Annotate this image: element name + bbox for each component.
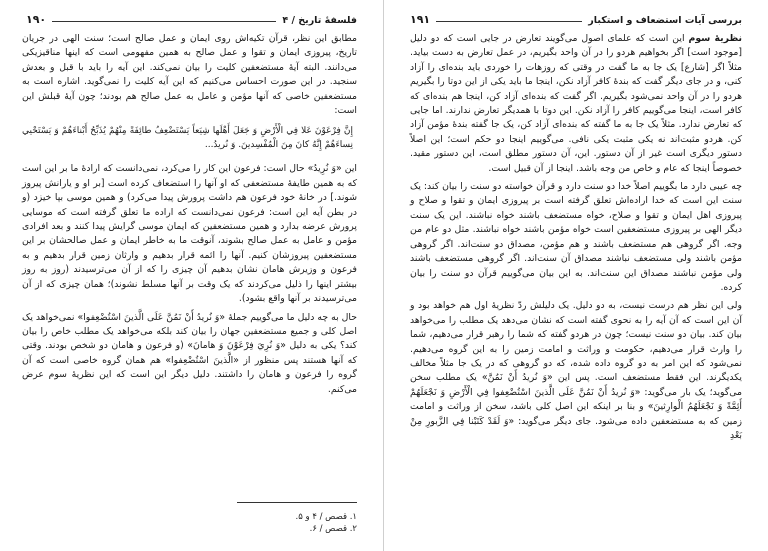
left-paragraph-1: مطابق این نظر، قرآن تکیه‌اش روی ایمان و عمل صالح است؛ سنت الهی در جریان تاریخ، پیروزی ایمان و تقوا و عمل صالح به همین مفهومی است که اینها مناقیزیکی می‌دانند. البته آیهٔ مستضعفین کلیت را بیان نمی‌کند. این آیه را باید با قبل و بعدش سنجید. در این صورت احساس می‌کنیم که این آیه کلیت را نمی‌گوید. اشاره است به مستضعفین خاصی که آنها مؤمن و عامل به عمل صالح هم بودند؛ چون آیهٔ قبلش این است: [22, 33, 357, 117]
right-header-title: بررسی آیات استضعاف و استکبار [588, 15, 742, 26]
left-paragraph-2: این «وَ نُرِيدُ» حال است: فرعون این کار را می‌کرد، نمی‌دانست که ارادهٔ ما بر این است که به همین طایفهٔ مستضعفی که او آنها را استضعاف کرده است [بر او و یارانش پیروز شوند.] در خانهٔ خود فرعون هم داشت پرورش پیدا می‌کرد) و همین موسی بپا خیزد (و در بطن آیه این است: فرعون نمی‌دانست که اراده ما تعلق گرفته است که موسایی پرورش عرضه بدارد و همین مستضعفین که ایمان موسی گرایش پیدا کنند و بعد افرادی مؤمن و عامل به عمل صالح بشوند، آنوقت ما به خاطر ایمان و عمل صالحشان بر این مستضعفین پیروزشان کنیم. آنها را ائمه قرار بدهیم و وارثان زمین قرار بدهیم و به فرعون و وزیرش هامان نشان بدهیم آن چیزی را که از آن می‌ترسیدند (روز به روز بیشتر اینها را ذلیل می‌کردند که یک وقت بر آنها مسلط نشوند)؛ همان چیزی که از آن می‌ترسیدند بر آنها واقع بشود). [22, 163, 357, 305]
right-paragraph-1 [410, 32, 742, 176]
right-page-body [410, 32, 742, 447]
footnote-rule [237, 502, 357, 503]
section-lead-bold: نظریهٔ سوم [688, 33, 742, 44]
left-page [0, 0, 383, 551]
left-page-header [26, 12, 357, 26]
left-paragraph-3: حال به چه دلیل ما می‌گوییم جملهٔ «وَ نُريدُ أَنْ نَمُنَّ عَلَى الَّذينَ اسْتُضْعِفوا» نمی‌خواهد یک اصل کلی و جمیع مستضعفین جهان را بیان کند بلکه می‌خواهد یک مطلب خاص را بیان کند؟ یکی به دلیل «وَ نُرِيَ فِرْعَوْنَ وَ هامانَ» (و فرعون و هامان دو شخص بودند. وقتی که آنها هستند پس منظور از «الَّذينَ اسْتُضْعِفوا» هم همان گروه خاصی است که آن گروه را فرعون و هامان را داشتند. دلیل دیگر این است که این نظریهٔ سوم عرض می‌کنم. [22, 311, 357, 395]
right-paragraph-2: چه عیبی دارد ما بگوییم اصلاً خدا دو سنت دارد و قرآن خواسته دو سنت را بیان کند: یک سنت این است که خدا اراده‌اش تعلق گرفته است بر پیروزی ایمان و تقوا و صلاح و پیروزی اهل ایمان و تقوا و صلاح، خواه مستضعف باشند خواه نباشند. این یک سنت دیگر الهی بر پیروزی مستضعفین است خواه مؤمن باشند خواه نباشند. مثل دو عام من وجه. اگر گروهی هم مستضعف باشند و هم مؤمن، مصداق دو سنت‌اند. اگر گروهی مؤمن باشند ولی مستضعف نباشند مصداق آن سنت‌اند. اگر گروهی مستضعف باشند ولی مؤمن نباشند مصداق این سنت‌اند. به این بیان می‌گوییم قرآن دو سنت را بیان کرده. [410, 181, 742, 293]
footnote-1: ۱. قصص / ۴ و ۵. [295, 512, 357, 522]
footnotes [26, 511, 357, 535]
right-paragraph-1-text: این است که علمای اصول می‌گویند تعارض در جایی است که دو دلیل [موجود است] اگر بخواهیم هردو را در آن واحد بگیریم، در عمل تعارض به دست بیاید. مثلاً اگر [شارع] یک جا به ما گفت در وقتی که روزهات را خوردی باید بنده‌ای را آزاد کنی، و در جای دیگر گفت که بندهٔ کافر آزاد نکن، اینجا ما باید یکی از این دوتا را بگیریم هردو را در آن واحد نمی‌شود بگیریم. اگر گفت که بنده‌ای آزاد کن، اینجا هم بنده‌ای که کافر است، اینجا می‌گوییم کافر را آزاد نکن. این دوتا با همدیگر تعارض ندارند. اما جایی که تعارض ندارد. مثلاً یک جا به ما گفته که بنده‌ای آزاد کن، یک جا گفته بندهٔ مؤمن آزاد کن. هردو مثبت‌اند نه یکی مثبت یکی نافی. می‌گوییم اینجا دو حکم است؛ این اصلاً دستور دیگری است غیر از آن دستور. این، آن دستور مطلق است، این دستور مقید. خصوصاً اینجا که عام و خاص من وجه باشد. اینجا از آن قبیل است. [410, 33, 742, 174]
left-header-title: فلسفهٔ تاریخ / ۴ [282, 15, 357, 26]
footnote-2: ۲. قصص / ۶. [309, 524, 357, 534]
left-arabic-quote: إِنَّ فِرْعَوْنَ عَلا فِي الْأَرْضِ وَ جَعَلَ أَهْلَها شِيَعاً يَسْتَضْعِفُ طائِفَةً مِنْهُمْ يُذَبِّحُ أَبْناءَهُمْ وَ يَسْتَحْيي نِساءَهُمْ إِنَّهُ كانَ مِنَ الْمُفْسِدينَ. وَ نُريدُ... [22, 126, 353, 151]
right-page [384, 0, 768, 551]
right-page-header [410, 12, 742, 26]
right-header-rule [436, 21, 582, 22]
right-paragraph-3: ولی این نظر هم درست نیست، به دو دلیل. یک دلیلش ردّ نظریهٔ اول هم خواهد بود و آن این است که آن آیه را به نحوی گفته است که نشان می‌دهد یک مطلب را می‌خواهد بیان کند. بیان دو سنت نیست؛ چون در هردو گفته که شما را رهبر قرار می‌دهیم، شما را وارث قرار می‌دهیم، حکومت و وراثت و امامت زمین را به این گروه می‌دهیم. نمی‌شود که این امر به دو گروه داده شده، که دو گروهی که در یک جا مثلاً مخالف یکدیگرند. این فقط مستضعف است. پس این «وَ نُريدُ أَنْ نَمُنَّ» یک مطلب سخن می‌گوید؛ یک بار می‌گوید: «وَ نُريدُ أَنْ نَمُنَّ عَلَى الَّذينَ اسْتُضْعِفوا فِي الْأَرْضِ وَ نَجْعَلَهُمْ أَئِمَّةً وَ نَجْعَلَهُمُ الْوارِثينَ» و بنا بر اینکه این اصل کلی باشد، سخن از وراثت و امامت زمین که به مستضعفین داده می‌شود. جای دیگر می‌گوید: «وَ لَقَدْ كَتَبْنا فِي الزَّبورِ مِنْ بَعْدِ [410, 300, 742, 441]
right-page-number: ۱۹۱ [410, 13, 431, 26]
left-header-rule [52, 21, 276, 22]
left-page-number: ۱۹۰ [26, 13, 47, 26]
left-page-body [22, 32, 357, 401]
